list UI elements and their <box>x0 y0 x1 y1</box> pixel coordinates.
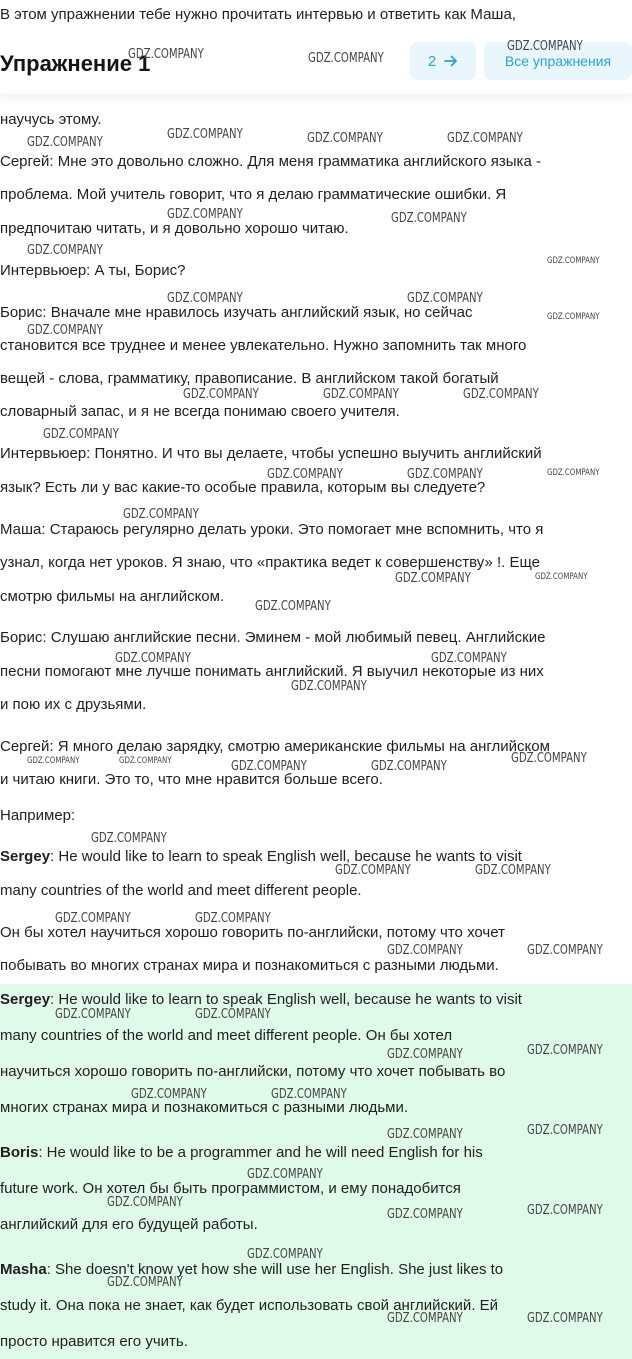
watermark: GDZ.COMPANY <box>195 911 271 926</box>
answer-name-masha: Masha <box>0 1261 47 1278</box>
text-line: становится все труднее и менее увлекательно. Нужно запомнить так много <box>0 337 527 354</box>
watermark: GDZ.COMPANY <box>195 1007 271 1022</box>
watermark: GDZ.COMPANY <box>463 387 539 402</box>
watermark: GDZ.COMPANY <box>43 427 119 442</box>
watermark: GDZ.COMPANY <box>291 679 367 694</box>
watermark: GDZ.COMPANY <box>407 467 483 482</box>
text-line: смотрю фильмы на английском. <box>0 588 225 605</box>
watermark: GDZ.COMPANY <box>27 323 103 338</box>
page-title: Упражнение 1 <box>0 51 151 76</box>
next-exercise-label: 2 <box>427 52 437 70</box>
watermark: GDZ.COMPANY <box>527 943 603 958</box>
answer-line: many countries of the world and meet different people. Он бы хотел <box>0 1027 453 1044</box>
text-line: Борис: Слушаю английские песни. Эминем - мой любимый певец. Английские <box>0 629 546 646</box>
watermark: GDZ.COMPANY <box>123 507 199 522</box>
watermark: GDZ.COMPANY <box>527 1123 603 1138</box>
watermark: GDZ.COMPANY <box>231 759 307 774</box>
watermark: GDZ.COMPANY <box>323 387 399 402</box>
watermark: GDZ.COMPANY <box>307 131 383 146</box>
example-translation-line: Он бы хотел научиться хорошо говорить по-английски, потому что хочет <box>0 924 505 941</box>
watermark: GDZ.COMPANY <box>247 1247 323 1262</box>
text-line: проблема. Мой учитель говорит, что я делаю грамматические ошибки. Я <box>0 186 507 203</box>
watermark: GDZ.COMPANY <box>547 256 600 266</box>
text-line: узнал, когда нет уроков. Я знаю, что «практика ведет к совершенству» !. Еще <box>0 554 540 571</box>
watermark: GDZ.COMPANY <box>308 51 384 66</box>
answer-line: научиться хорошо говорить по-английски, потому что хочет побывать во <box>0 1063 506 1080</box>
next-exercise-button[interactable] <box>410 42 476 80</box>
example-line: many countries of the world and meet different people. <box>0 882 362 899</box>
watermark: GDZ.COMPANY <box>387 943 463 958</box>
watermark: GDZ.COMPANY <box>167 207 243 222</box>
text-line: предпочитаю читать, и я довольно хорошо читаю. <box>0 220 349 237</box>
watermark: GDZ.COMPANY <box>547 468 600 478</box>
text-line: Борис: Вначале мне нравилось изучать английский язык, но сейчас <box>0 304 473 321</box>
watermark: GDZ.COMPANY <box>27 756 80 766</box>
watermark: GDZ.COMPANY <box>447 131 523 146</box>
example-name: Sergey <box>0 848 51 865</box>
watermark: GDZ.COMPANY <box>387 1127 463 1142</box>
watermark: GDZ.COMPANY <box>128 47 204 62</box>
watermark: GDZ.COMPANY <box>255 599 331 614</box>
example-line: Sergey: He would like to learn to speak English well, because he wants to visit <box>0 848 522 865</box>
watermark: GDZ.COMPANY <box>107 1275 183 1290</box>
watermark: GDZ.COMPANY <box>527 1203 603 1218</box>
text-line: Интервьюер: Понятно. И что вы делаете, чтобы успешно выучить английский <box>0 445 542 462</box>
watermark: GDZ.COMPANY <box>271 1087 347 1102</box>
watermark: GDZ.COMPANY <box>267 467 343 482</box>
watermark: GDZ.COMPANY <box>167 127 243 142</box>
watermark: GDZ.COMPANY <box>107 1195 183 1210</box>
watermark: GDZ.COMPANY <box>91 831 167 846</box>
watermark: GDZ.COMPANY <box>247 1167 323 1182</box>
watermark: GDZ.COMPANY <box>407 291 483 306</box>
watermark: GDZ.COMPANY <box>55 1007 131 1022</box>
answer-line: просто нравится его учить. <box>0 1333 188 1350</box>
watermark: GDZ.COMPANY <box>391 211 467 226</box>
answer-name-sergey: Sergey <box>0 991 51 1008</box>
text-line: Сергей: Я много делаю зарядку, смотрю американские фильмы на английском <box>0 738 550 755</box>
watermark: GDZ.COMPANY <box>395 571 471 586</box>
answer-line: многих странах мира и познакомиться с разными людьми. <box>0 1099 409 1116</box>
watermark: GDZ.COMPANY <box>55 911 131 926</box>
example-translation-line: побывать во многих странах мира и познакомиться с разными людьми. <box>0 957 499 974</box>
watermark: GDZ.COMPANY <box>387 1047 463 1062</box>
answer-line: study it. Она пока не знает, как будет использовать свой английский. Ей <box>0 1297 499 1314</box>
watermark: GDZ.COMPANY <box>507 39 583 54</box>
text-line: вещей - слова, грамматику, правописание. В английском такой богатый <box>0 370 499 387</box>
text-line: Маша: Стараюсь регулярно делать уроки. Это помогает мне вспомнить, что я <box>0 521 544 538</box>
text-line: и читаю книги. Это то, что мне нравится больше всего. <box>0 771 383 788</box>
arrow-right-icon <box>444 54 458 68</box>
watermark: GDZ.COMPANY <box>511 751 587 766</box>
text-line: Сергей: Мне это довольно сложно. Для меня грамматика английского языка - <box>0 153 541 170</box>
text-line: язык? Есть ли у вас какие-то особые правила, которым вы следуете? <box>0 479 486 496</box>
answer-name-boris: Boris <box>0 1144 39 1161</box>
answer-line: Masha: She doesn't know yet how she will use her English. She just likes to <box>0 1261 504 1278</box>
watermark: GDZ.COMPANY <box>431 651 507 666</box>
watermark: GDZ.COMPANY <box>535 572 588 582</box>
text-line: Например: <box>0 807 76 824</box>
watermark: GDZ.COMPANY <box>115 651 191 666</box>
watermark: GDZ.COMPANY <box>27 135 103 150</box>
answer-line: английский для его будущей работы. <box>0 1216 258 1233</box>
text-line: песни помогают мне лучше понимать английский. Я выучил некоторые из них <box>0 663 544 680</box>
watermark: GDZ.COMPANY <box>119 756 172 766</box>
watermark: GDZ.COMPANY <box>387 1207 463 1222</box>
watermark: GDZ.COMPANY <box>547 312 600 322</box>
watermark: GDZ.COMPANY <box>183 387 259 402</box>
text-line: Интервьюер: А ты, Борис? <box>0 262 186 279</box>
answer-line: Boris: He would like to be a programmer and he will need English for his <box>0 1144 483 1161</box>
watermark: GDZ.COMPANY <box>475 863 551 878</box>
answer-line: Sergey: He would like to learn to speak English well, because he wants to visit <box>0 991 522 1008</box>
answer-line: future work. Он хотел бы быть программистом, и ему понадобится <box>0 1180 461 1197</box>
watermark: GDZ.COMPANY <box>387 1311 463 1326</box>
intro-text: В этом упражнении тебе нужно прочитать интервью и ответить как Маша, <box>0 6 516 23</box>
text-line: научусь этому. <box>0 111 102 128</box>
watermark: GDZ.COMPANY <box>27 243 103 258</box>
watermark: GDZ.COMPANY <box>371 759 447 774</box>
watermark: GDZ.COMPANY <box>527 1311 603 1326</box>
text-line: словарный запас, и я не всегда понимаю своего учителя. <box>0 403 400 420</box>
watermark: GDZ.COMPANY <box>131 1087 207 1102</box>
watermark: GDZ.COMPANY <box>527 1043 603 1058</box>
all-exercises-button[interactable]: Все упражнения <box>484 42 632 80</box>
watermark: GDZ.COMPANY <box>335 863 411 878</box>
text-line: и пою их с друзьями. <box>0 696 147 713</box>
watermark: GDZ.COMPANY <box>167 291 243 306</box>
